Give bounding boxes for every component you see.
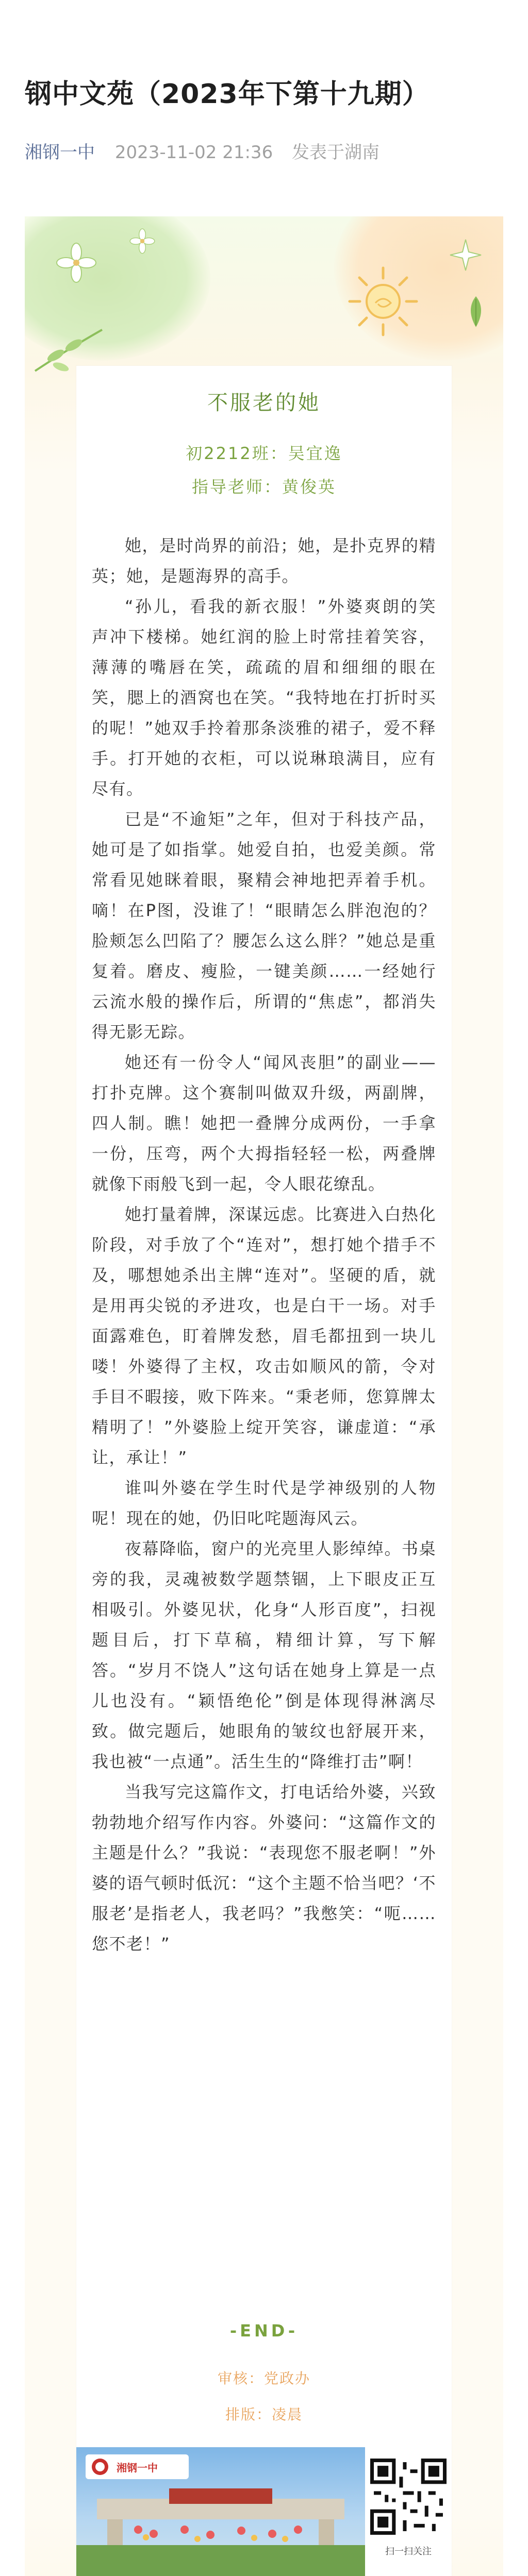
- banner-ground: [76, 2545, 365, 2576]
- paragraph: “孙儿，看我的新衣服！”外婆爽朗的笑声冲下楼梯。她红润的脸上时常挂着笑容，薄薄的嘴唇在笑，疏疏的眉和细细的眼在笑，腮上的酒窝也在笑。“我特地在打折时买的呢！”她双手拎着那条淡雅的裙子，爱不释手。打开她的衣柜，可以说琳琅满目，应有尽有。: [92, 597, 436, 799]
- leaf-icon: [463, 294, 489, 330]
- article-title: 钢中文苑（2023年下第十九期）: [25, 79, 430, 110]
- qr-code-panel[interactable]: [365, 2447, 452, 2576]
- article-meta: [25, 138, 380, 163]
- school-gate-illustration: [76, 2478, 365, 2555]
- paragraph: 夜幕降临，窗户的光亮里人影绰绰。书桌旁的我，灵魂被数学题禁锢，上下眼皮正互相吸引。外婆见状，化身“人形百度”，扫视题目后，打下草稿，精细计算，写下解答。“岁月不饶人”这句话在她身上算是一点儿也没有。“颖悟绝伦”倒是体现得淋漓尽致。做完题后，她眼角的皱纹也舒展开来，我也被“一点通”。活生生的“降维打击”啊！: [92, 1539, 436, 1771]
- qr-caption: 扫一扫关注: [385, 2546, 432, 2557]
- paragraph: 谁叫外婆在学生时代是学神级别的人物呢！现在的她，仍旧叱咤题海风云。: [92, 1478, 436, 1528]
- story-card: [25, 216, 503, 2576]
- publish-location: 发表于湖南: [292, 142, 380, 163]
- reviewer-credit: 审核：党政办: [217, 2370, 310, 2387]
- flower-icon: [56, 242, 97, 283]
- paragraph: 她打量着牌，深谋远虑。比赛进入白热化阶段，对手放了个“连对”，想打她个措手不及，哪想她杀出主牌“连对”。坚硬的盾，就是用再尖锐的矛进攻，也是白干一场。对手面露难色，盯着牌发愁，眉毛都扭到一块儿喽！外婆得了主权，攻击如顺风的箭，令对手目不暇接，败下阵来。“秉老师，您算牌太精明了！”外婆脸上绽开笑容，谦虚道：“承让，承让！”: [92, 1205, 436, 1467]
- school-badge-text: 湘钢一中: [117, 2462, 158, 2474]
- story-title: 不服老的她: [207, 391, 321, 415]
- sun-icon: [344, 263, 422, 340]
- qr-code-icon: [370, 2459, 447, 2535]
- editor-credit: 排版：凌晨: [225, 2406, 303, 2423]
- school-logo-icon: [91, 2458, 109, 2476]
- article-header: [0, 0, 528, 216]
- paragraph: 已是“不逾矩”之年，但对于科技产品，她可是了如指掌。她爱自拍，也爱美颜。常常看见她眯着眼，聚精会神地把弄着手机。嘀！在P图，没谁了！“眼睛怎么胖泡泡的？脸颊怎么凹陷了？腰怎么这么胖？”她总是重复着。磨皮、瘦脸，一键美颜……一经她行云流水般的操作后，所谓的“焦虑”，都消失得无影无踪。: [92, 809, 436, 1042]
- paragraph: 她还有一份令人“闻风丧胆”的副业——打扑克牌。这个赛制叫做双升级，两副牌，四人制。瞧！她把一叠牌分成两份，一手拿一份，压弯，两个大拇指轻轻一松，两叠牌就像下雨般飞到一起，令人眼花缭乱。: [92, 1053, 436, 1194]
- sparkle-icon: [448, 237, 484, 273]
- small-flower-icon: [128, 227, 157, 256]
- publish-time: 2023-11-02 21:36: [114, 142, 273, 163]
- teacher-line: 指导老师：黄俊英: [191, 477, 336, 497]
- school-banner-image: [76, 2447, 452, 2576]
- end-mark: -END-: [229, 2321, 299, 2341]
- author-class-line: 初2212班：吴宜逸: [186, 444, 342, 463]
- paragraph: 她，是时尚界的前沿；她，是扑克界的精英；她，是题海界的高手。: [92, 536, 436, 586]
- account-name-link[interactable]: 湘钢一中: [25, 142, 95, 163]
- school-badge: [86, 2454, 189, 2479]
- article-body: [92, 531, 436, 1959]
- paragraph: 当我写完这篇作文，打电话给外婆，兴致勃勃地介绍写作内容。外婆问：“这篇作文的主题是什么？”我说：“表现您不服老啊！”外婆的语气顿时低沉：“这个主题不恰当吧？‘不服老’是指老人，我老吗？”我憋笑：“呃……您不老！”: [92, 1782, 436, 1954]
